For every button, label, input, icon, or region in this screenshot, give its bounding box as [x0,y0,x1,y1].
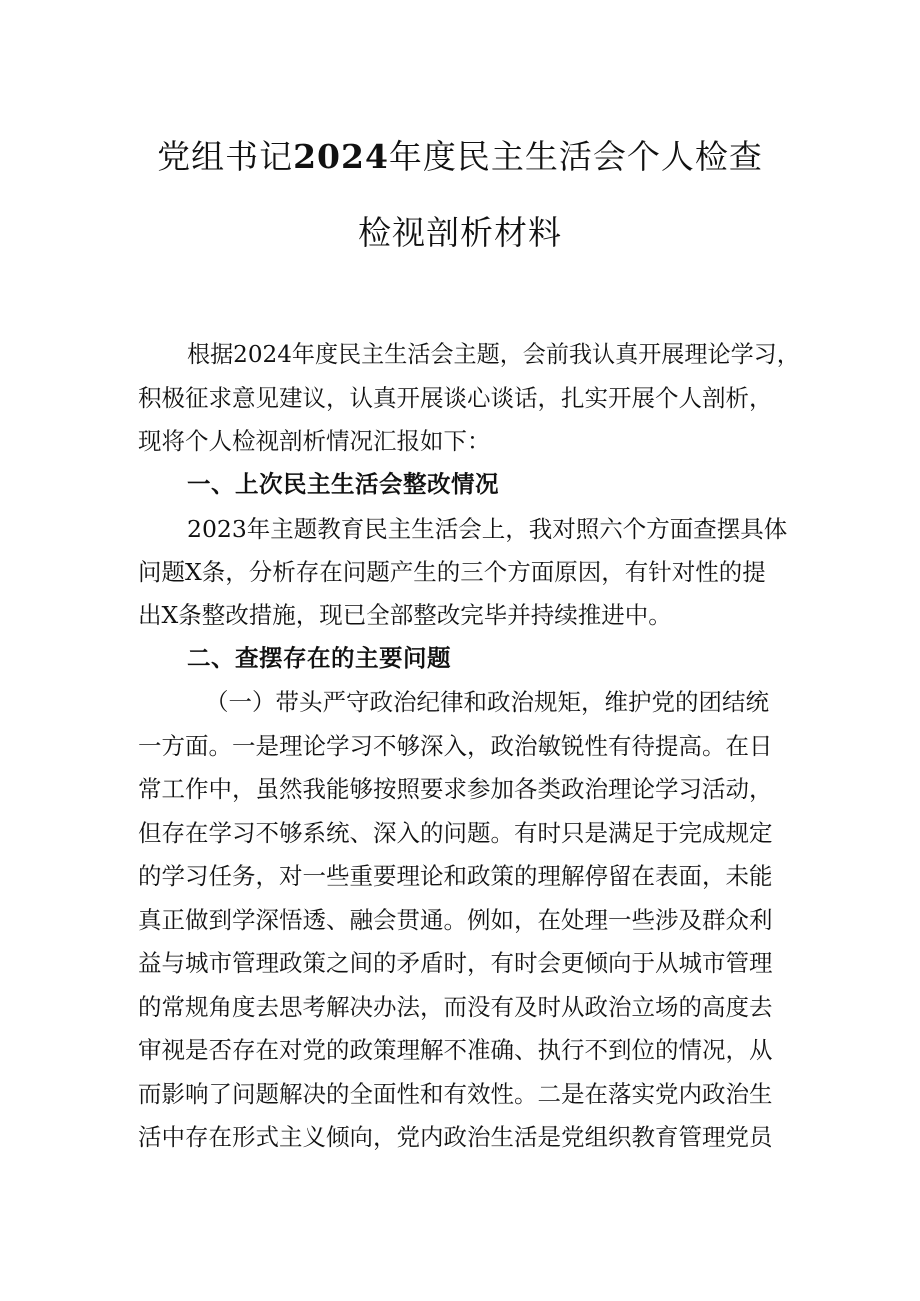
title-prefix: 党组书记 [157,137,294,176]
paragraph-section2-line-2: 一方面。一是理论学习不够深入，政治敏锐性有待提高。在日 [138,732,773,760]
paragraph-section2-line-3: 常工作中，虽然我能够按照要求参加各类政治理论学习活动， [138,775,773,803]
paragraph-section1-line-1: 2023年主题教育民主生活会上，我对照六个方面查摆具体 [187,515,788,543]
paragraph-section2-line-5: 的学习任务，对一些重要理论和政策的理解停留在表面，未能 [138,862,773,890]
paragraph-section2-line-11: 活中存在形式主义倾向，党内政治生活是党组织教育管理党员 [138,1123,773,1151]
section-heading-1: 一、上次民主生活会整改情况 [187,470,499,498]
paragraph-section1-line-3: 出X条整改措施，现已全部整改完毕并持续推进中。 [138,601,672,629]
paragraph-section1-line-2: 问题X条，分析存在问题产生的三个方面原因，有针对性的提 [138,558,766,586]
document-title-line-2: 检视剖析材料 [358,213,562,252]
paragraph-section2-line-1: （一）带头严守政治纪律和政治规矩，维护党的团结统 [205,688,769,716]
paragraph-section2-line-6: 真正做到学深悟透、融会贯通。例如，在处理一些涉及群众利 [138,906,773,934]
title-suffix: 年度民主生活会个人检查 [388,137,763,176]
section-heading-2: 二、查摆存在的主要问题 [187,644,451,672]
paragraph-section2-line-8: 的常规角度去思考解决办法，而没有及时从政治立场的高度去 [138,993,773,1021]
paragraph-section2-line-7: 益与城市管理政策之间的矛盾时，有时会更倾向于从城市管理 [138,949,773,977]
paragraph-intro-line-2: 积极征求意见建议，认真开展谈心谈话，扎实开展个人剖析， [138,384,773,412]
paragraph-section2-line-9: 审视是否存在对党的政策理解不准确、执行不到位的情况，从 [138,1036,773,1064]
title-year: 2024 [293,137,389,176]
paragraph-intro-line-1: 根据2024年度民主生活会主题，会前我认真开展理论学习， [187,340,800,368]
document-title-line-1 [0,137,920,177]
paragraph-intro-line-3: 现将个人检视剖析情况汇报如下： [138,427,491,455]
paragraph-section2-line-4: 但存在学习不够系统、深入的问题。有时只是满足于完成规定 [138,819,773,847]
paragraph-section2-line-10: 而影响了问题解决的全面性和有效性。二是在落实党内政治生 [138,1080,773,1108]
